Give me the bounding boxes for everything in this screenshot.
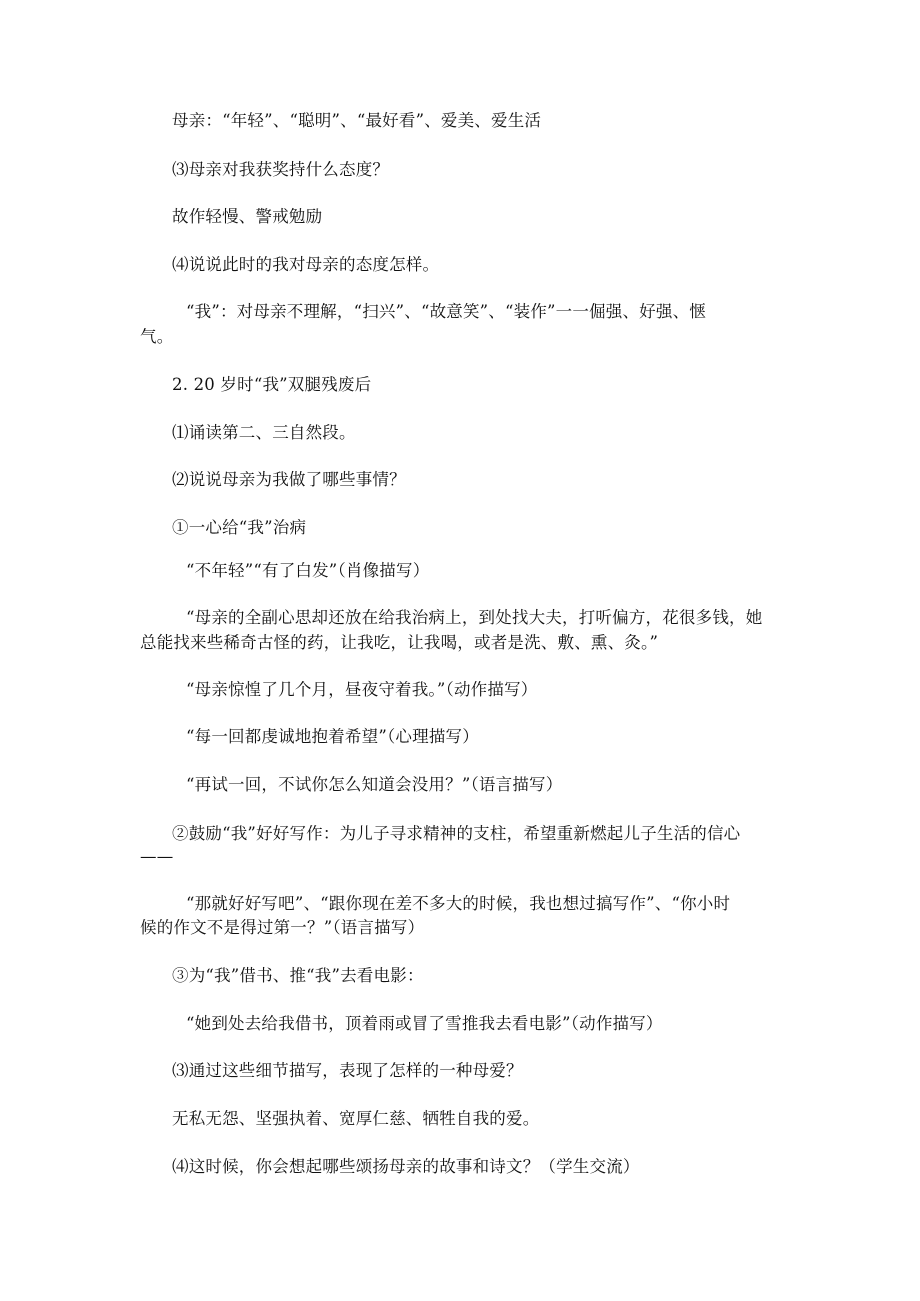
answer-4-line-2: 气。 <box>140 327 174 346</box>
answer-4-line-1: “我”：对母亲不理解，“扫兴”、“故意笑”、“装作”一一倔强、好强、惬 <box>186 302 706 321</box>
question-3-mother-love: ⑶通过这些细节描写，表现了怎样的一种母爱？ <box>172 1061 523 1080</box>
quote-language: “再试一回，不试你怎么知道会没用？”（语言描写） <box>186 775 563 794</box>
section-2-heading: 2. 20 岁时“我”双腿残废后 <box>172 375 372 394</box>
answer-mother-love: 无私无怨、坚强执着、宽厚仁慈、牺牲自我的爱。 <box>172 1109 540 1128</box>
quote-writing-line-1: “那就好好写吧”、“跟你现在差不多大的时候，我也想过搞写作”、“你小时 <box>186 894 731 913</box>
quote-search-cure-line-1: “母亲的全副心思却还放在给我治病上，到处找大夫，打听偏方，花很多钱，她 <box>186 608 763 627</box>
item-2-what-mother-did: ⑵说说母亲为我做了哪些事情？ <box>172 470 406 489</box>
quote-portrait: “不年轻”“有了白发”（肖像描写） <box>186 561 430 580</box>
item-1-recite: ⑴诵读第二、三自然段。 <box>172 423 356 442</box>
quote-search-cure-line-2: 总能找来些稀奇古怪的药，让我吃，让我喝，或者是洗、敷、熏、灸。” <box>140 633 659 652</box>
point-2-writing-line-2: —— <box>140 847 174 866</box>
answer-3: 故作轻慢、警戒勉励 <box>172 207 323 226</box>
quote-action: “母亲惊惶了几个月，昼夜守着我。”（动作描写） <box>186 680 538 699</box>
quote-books-movies: “她到处去给我借书，顶着雨或冒了雪推我去看电影”（动作描写） <box>186 1014 663 1033</box>
point-1-cure: ①一心给“我”治病 <box>172 518 307 537</box>
point-2-writing-line-1: ②鼓励“我”好好写作：为儿子寻求精神的支柱，希望重新燃起儿子生活的信心 <box>172 824 741 843</box>
question-4-my-attitude: ⑷说说此时的我对母亲的态度怎样。 <box>172 255 440 274</box>
paragraph-mother-traits: 母亲：“年轻”、“聪明”、“最好看”、爱美、爱生活 <box>172 111 542 130</box>
point-3-books-movies: ③为“我”借书、推“我”去看电影： <box>172 966 424 985</box>
quote-psychology: “每一回都虔诚地抱着希望”（心理描写） <box>186 727 479 746</box>
question-4-stories-poems: ⑷这时候，你会想起哪些颂扬母亲的故事和诗文？（学生交流） <box>172 1157 640 1176</box>
question-3-mother-attitude: ⑶母亲对我获奖持什么态度？ <box>172 160 390 179</box>
quote-writing-line-2: 候的作文不是得过第一？”（语言描写） <box>140 918 425 937</box>
